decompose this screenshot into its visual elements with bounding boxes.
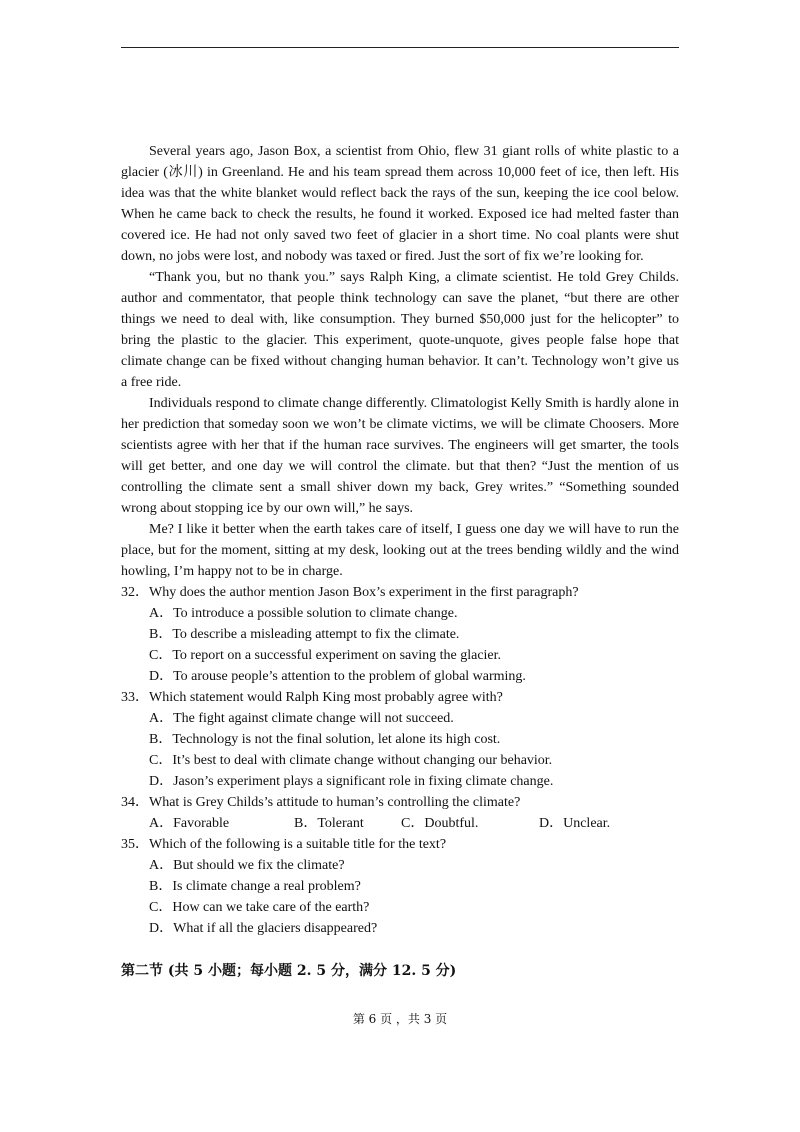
question-stem: 32．Why does the author mention Jason Box’s experiment in the first paragraph?	[121, 585, 579, 600]
paragraph-1: Several years ago, Jason Box, a scientist from Ohio, flew 31 giant rolls of white plastic to a glacier (冰川) in Greenland. He and his team spread them across 10,000 feet of ice, then left. His idea was that the white blanket would reflect back the rays of the sun, keeping the ice cool below. When he came back to check the results, he found it worked. Exposed ice had melted faster than covered ice. He had not only saved two feet of glacier in a short time. No coal plants were shut down, no jobs were lost, and nobody was taxed or fired. Just the sort of fix we’re looking for.	[121, 144, 679, 264]
option-d: D．What if all the glaciers disappeared?	[149, 921, 378, 936]
option-b: B．To describe a misleading attempt to fix the climate.	[149, 627, 460, 642]
option-row	[149, 813, 679, 834]
page-footer: 第 6 页 ，共 3 页	[352, 1012, 448, 1026]
question-stem: 33．Which statement would Ralph King most probably agree with?	[121, 690, 503, 705]
question-35	[121, 834, 679, 939]
option-a: A．To introduce a possible solution to climate change.	[149, 606, 458, 621]
option-d: D．Unclear.	[539, 816, 611, 831]
question-stem: 35．Which of the following is a suitable title for the text?	[121, 837, 447, 852]
section-heading: 第二节 (共 5 小题；每小题 2. 5 分，满分 12. 5 分)	[121, 963, 457, 979]
question-32	[121, 582, 679, 687]
option-a: A．Favorable	[149, 816, 230, 831]
paragraph-4: Me? I like it better when the earth takes care of itself, I guess one day we will have to run the place, but for the moment, sitting at my desk, looking out at the trees bending wildly and the wind howling, I’m happy not to be in charge.	[121, 522, 679, 579]
option-c: C．Doubtful.	[401, 816, 479, 831]
option-b: B．Is climate change a real problem?	[149, 879, 361, 894]
option-c: C．To report on a successful experiment on saving the glacier.	[149, 648, 502, 663]
option-d: D．To arouse people’s attention to the problem of global warming.	[149, 669, 526, 684]
paragraph-3: Individuals respond to climate change differently. Climatologist Kelly Smith is hardly alone in her prediction that someday soon we won’t be climate victims, we will be climate Choosers. More scientists agree with her that if the human race survives. The engineers will get smarter, the tools will get better, and one day we will control the climate. but that then? “Just the mention of us controlling the climate sent a small shiver down my back, Grey writes.” “Something sounded wrong about stopping ice by our own will,” he says.	[121, 396, 679, 516]
question-34	[121, 792, 679, 834]
option-b: B．Technology is not the final solution, let alone its high cost.	[149, 732, 501, 747]
reading-passage	[121, 141, 679, 939]
option-c: C．It’s best to deal with climate change without changing our behavior.	[149, 753, 553, 768]
option-b: B．Tolerant	[294, 816, 364, 831]
question-33	[121, 687, 679, 792]
option-c: C．How can we take care of the earth?	[149, 900, 370, 915]
option-a: A．But should we fix the climate?	[149, 858, 345, 873]
option-d: D．Jason’s experiment plays a significant role in fixing climate change.	[149, 774, 554, 789]
header-rule	[121, 47, 679, 48]
option-a: A．The fight against climate change will not succeed.	[149, 711, 454, 726]
paragraph-2: “Thank you, but no thank you.” says Ralph King, a climate scientist. He told Grey Childs. author and commentator, that people think technology can save the planet, “but there are other things we need to deal with, like consumption. They burned $50,000 just for the helicopter” to bring the plastic to the glacier. This experiment, quote-unquote, gives people false hope that climate change can be fixed without changing human behavior. It can’t. Technology won’t give us a free ride.	[121, 270, 679, 390]
question-stem: 34．What is Grey Childs’s attitude to human’s controlling the climate?	[121, 795, 521, 810]
